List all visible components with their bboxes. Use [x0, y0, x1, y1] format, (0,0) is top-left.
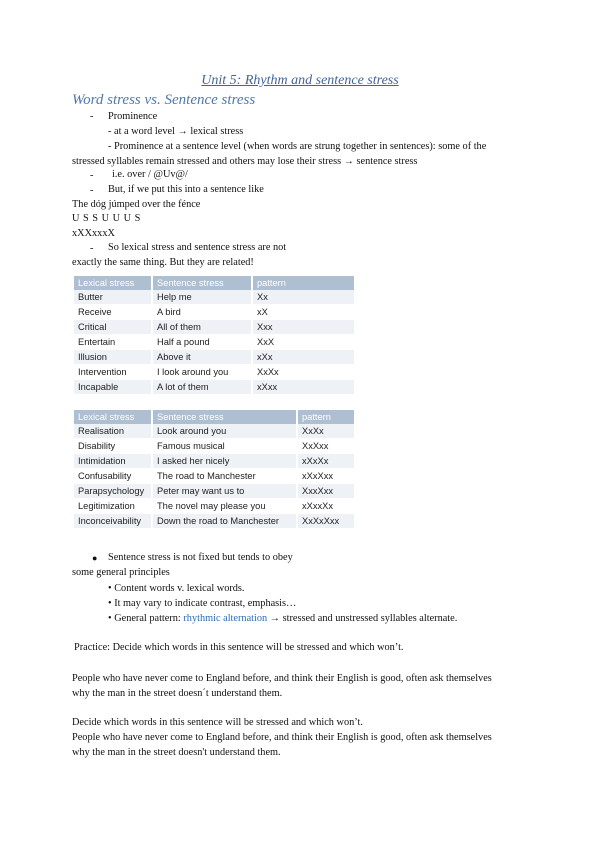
dash-marker: - — [90, 111, 94, 122]
table-cell: Above it — [152, 350, 252, 365]
dash-marker: - — [90, 185, 94, 196]
ie-line: i.e. over / @Uv@/ — [112, 169, 188, 180]
comparison-line: So lexical stress and sentence stress are not — [108, 242, 287, 253]
table-row — [74, 424, 355, 439]
table-row — [74, 335, 355, 350]
table-cell: Incapable — [74, 380, 152, 395]
table-header-cell: pattern — [252, 276, 355, 290]
word-level-line: - at a word level → lexical stress — [108, 126, 244, 137]
principles-continuation: some general principles — [72, 567, 170, 578]
rhythmic-alternation-term: rhythmic alternation — [183, 613, 268, 624]
table-cell: Peter may want us to — [152, 484, 297, 499]
table-cell: xXxx — [252, 380, 355, 395]
table-header-cell: Sentence stress — [152, 410, 297, 424]
section-heading: Word stress vs. Sentence stress — [72, 92, 256, 108]
table-row — [74, 290, 355, 305]
conclusion-line: exactly the same thing. But they are related! — [72, 257, 254, 268]
principle-item-text: Content words v. lexical words. — [114, 583, 245, 594]
table-cell: Xx — [252, 290, 355, 305]
table-row — [74, 380, 355, 395]
stress-pattern-us: U S S U U U S — [72, 213, 141, 224]
stress-table-1 — [74, 276, 356, 395]
example-sentence: The dóg júmped over the fénce — [72, 199, 201, 210]
principle-item-text: It may vary to indicate contrast, emphasis… — [114, 598, 297, 609]
table-cell: Disability — [74, 439, 152, 454]
table-row — [74, 454, 355, 469]
table-cell: XxXx — [252, 365, 355, 380]
table-cell: XxXxx — [297, 439, 355, 454]
table-cell: Help me — [152, 290, 252, 305]
table-cell: All of them — [152, 320, 252, 335]
table-cell: Legitimization — [74, 499, 152, 514]
table-cell: xXx — [252, 350, 355, 365]
practice-prompt-2: Decide which words in this sentence will be stressed and which won’t. — [72, 717, 363, 728]
table-row — [74, 365, 355, 380]
sentence-level-line: - Prominence at a sentence level (when words are strung together in sentences): some of the — [108, 141, 487, 152]
table-row — [74, 514, 355, 529]
stress-table-2 — [74, 410, 356, 529]
table-header-cell: Lexical stress — [74, 276, 152, 290]
table-cell: The road to Manchester — [152, 469, 297, 484]
table-cell: Critical — [74, 320, 152, 335]
practice-paragraph-2-line-1: People who have never come to England before, and think their English is good, often ask themselves — [72, 732, 492, 743]
practice-paragraph-2-line-2: why the man in the street doesn't understand them. — [72, 747, 281, 758]
table-row — [74, 305, 355, 320]
table-row — [74, 469, 355, 484]
table-cell: Illusion — [74, 350, 152, 365]
table-header-row — [74, 276, 355, 290]
table-cell: Realisation — [74, 424, 152, 439]
table-cell: xXxXxx — [297, 469, 355, 484]
table-cell: XxX — [252, 335, 355, 350]
dash-marker: - — [90, 170, 94, 181]
pattern-suffix: → stressed and unstressed syllables alternate. — [269, 613, 458, 624]
table-cell: Inconceivability — [74, 514, 152, 529]
sentence-intro-line: But, if we put this into a sentence like — [108, 184, 264, 195]
table-cell: Down the road to Manchester — [152, 514, 297, 529]
pattern-prefix: General pattern: — [114, 613, 181, 624]
table-row — [74, 499, 355, 514]
principle-item: • General pattern: rhythmic alternation → stressed and unstressed syllables alternate. — [108, 613, 458, 624]
table-header-cell: pattern — [297, 410, 355, 424]
table-header-row — [74, 410, 355, 424]
dash-marker: - — [90, 243, 94, 254]
table-cell: Half a pound — [152, 335, 252, 350]
table-header-cell: Lexical stress — [74, 410, 152, 424]
table-cell: Famous musical — [152, 439, 297, 454]
table-cell: XxXx — [297, 424, 355, 439]
bullet-dot: ● — [92, 553, 98, 563]
table-cell: Xxx — [252, 320, 355, 335]
stress-pattern-x: xXXxxxX — [72, 228, 115, 239]
prominence-item: Prominence — [108, 111, 158, 122]
practice-paragraph-1-line-2: why the man in the street doesn´t understand them. — [72, 688, 283, 699]
table-row — [74, 350, 355, 365]
practice-prompt: Practice: Decide which words in this sentence will be stressed and which won’t. — [74, 642, 404, 653]
table-cell: Receive — [74, 305, 152, 320]
table-row — [74, 439, 355, 454]
table-cell: XxxXxx — [297, 484, 355, 499]
table-cell: A bird — [152, 305, 252, 320]
table-row — [74, 320, 355, 335]
table-cell: I asked her nicely — [152, 454, 297, 469]
sentence-level-line-2: stressed syllables remain stressed and others may lose their stress → sentence stress — [72, 156, 418, 167]
table-cell: Intervention — [74, 365, 152, 380]
principle-item: • Content words v. lexical words. — [108, 583, 245, 594]
table-cell: xX — [252, 305, 355, 320]
table-cell: xXxxXx — [297, 499, 355, 514]
page-title: Unit 5: Rhythm and sentence stress — [201, 73, 399, 88]
principles-bullet: Sentence stress is not fixed but tends to obey — [108, 552, 293, 563]
table-cell: A lot of them — [152, 380, 252, 395]
principle-item: • It may vary to indicate contrast, emphasis… — [108, 598, 297, 609]
table-header-cell: Sentence stress — [152, 276, 252, 290]
table-row — [74, 484, 355, 499]
table-cell: I look around you — [152, 365, 252, 380]
table-cell: Look around you — [152, 424, 297, 439]
table-cell: Butter — [74, 290, 152, 305]
table-cell: Confusability — [74, 469, 152, 484]
table-cell: XxXxXxx — [297, 514, 355, 529]
table-cell: Entertain — [74, 335, 152, 350]
practice-paragraph-1-line-1: People who have never come to England before, and think their English is good, often ask themselves — [72, 673, 492, 684]
table-cell: Intimidation — [74, 454, 152, 469]
table-cell: xXxXx — [297, 454, 355, 469]
table-cell: Parapsychology — [74, 484, 152, 499]
table-cell: The novel may please you — [152, 499, 297, 514]
